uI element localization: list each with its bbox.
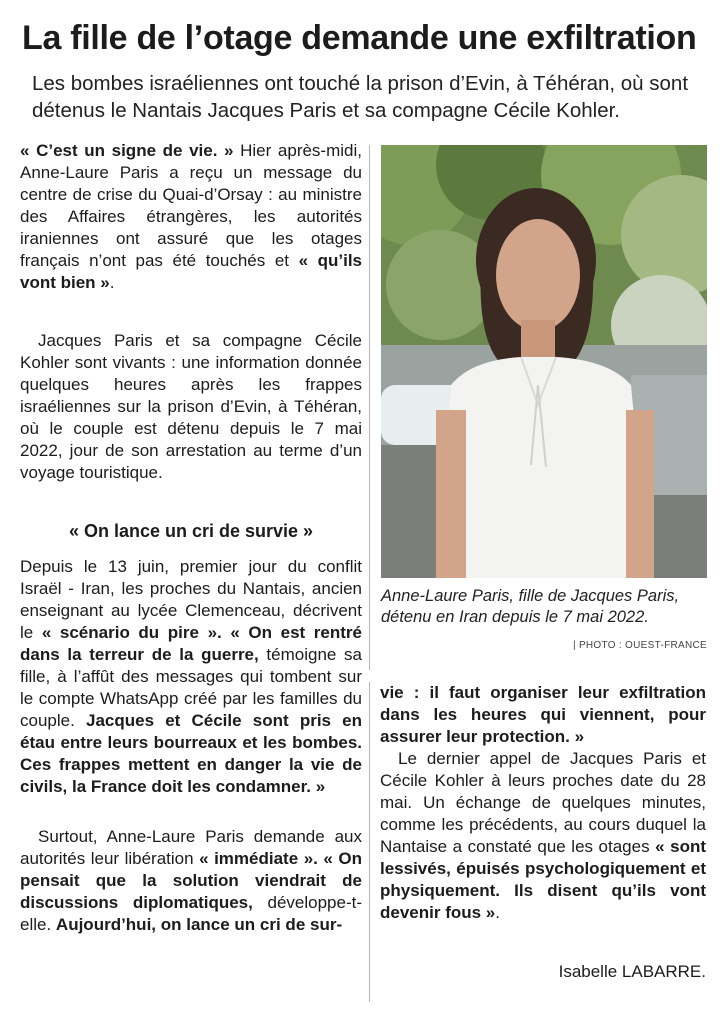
- paragraph-4: Surtout, Anne-Laure Paris demande aux autorités leur libération « immédiate ». « On pensait que la solution viendrait de discussions diplomatiques, développe-t-elle. Aujourd’hui, on lance un cri de sur-: [20, 827, 363, 934]
- right-column: [380, 682, 706, 924]
- paragraph-3: Depuis le 13 juin, premier jour du conflit Israël - Iran, les proches du Nantais, ancien enseignant au lycée Clemenceau, décrivent le « scénario du pire ». « On est rentré dans la terreur de la guerre, témoigne sa fille, à l’affût des messages qui tombent sur le compte WhatsApp créé par les familles du couple. Jacques et Cécile sont pris en étau entre leurs bourreaux et les bombes. Ces frappes mettent en danger la vie de civils, la France doit les condamner. »: [20, 557, 363, 796]
- author-signature: Isabelle LABARRE.: [558, 962, 706, 981]
- portrait-photo: [381, 145, 707, 578]
- quote-signe-de-vie: « C’est un signe de vie. »: [20, 141, 234, 160]
- paragraph-2: Jacques Paris et sa compagne Cécile Kohler sont vivants : une information donnée quelques heures après les frappes israéliennes sur la prison d’Evin, à Téhéran, où le couple est détenu depuis le 7 mai 2022, jour de son arrestation au terme d’un voyage touristique.: [20, 331, 362, 482]
- photo-credit: | PHOTO : OUEST-FRANCE: [572, 640, 707, 651]
- left-column: [20, 140, 362, 996]
- column-divider-bottom: [369, 682, 370, 1002]
- subheading: « On lance un cri de survie »: [68, 521, 314, 541]
- paragraph-5: vie : il faut organiser leur exfiltration dans les heures qui viennent, pour assurer leur protection. »: [380, 683, 706, 746]
- column-divider-top: [369, 145, 370, 670]
- paragraph-1: « C’est un signe de vie. » Hier après-midi, Anne-Laure Paris a reçu un message du centre de crise du Quai-d’Orsay : au ministre des Affaires étrangères, les autorités iraniennes ont assuré que les otages français n’ont pas été touchés et « qu’ils vont bien ».: [20, 141, 362, 292]
- photo-caption: Anne-Laure Paris, fille de Jacques Paris, détenu en Iran depuis le 7 mai 2022.: [381, 587, 680, 626]
- headline: La fille de l’otage demande une exfiltration: [22, 19, 697, 57]
- paragraph-6: Le dernier appel de Jacques Paris et Cécile Kohler à leurs proches date du 28 mai. Un échange de quelques minutes, comme les précédents, au cours duquel la Nantaise a constaté que les otages « sont lessivés, épuisés psychologiquement et physiquement. Ils disent qu’ils vont devenir fous ».: [380, 749, 706, 922]
- standfirst: Les bombes israéliennes ont touché la prison d’Evin, à Téhéran, où sont détenus le Nantais Jacques Paris et sa compagne Cécile Kohler.: [32, 72, 689, 122]
